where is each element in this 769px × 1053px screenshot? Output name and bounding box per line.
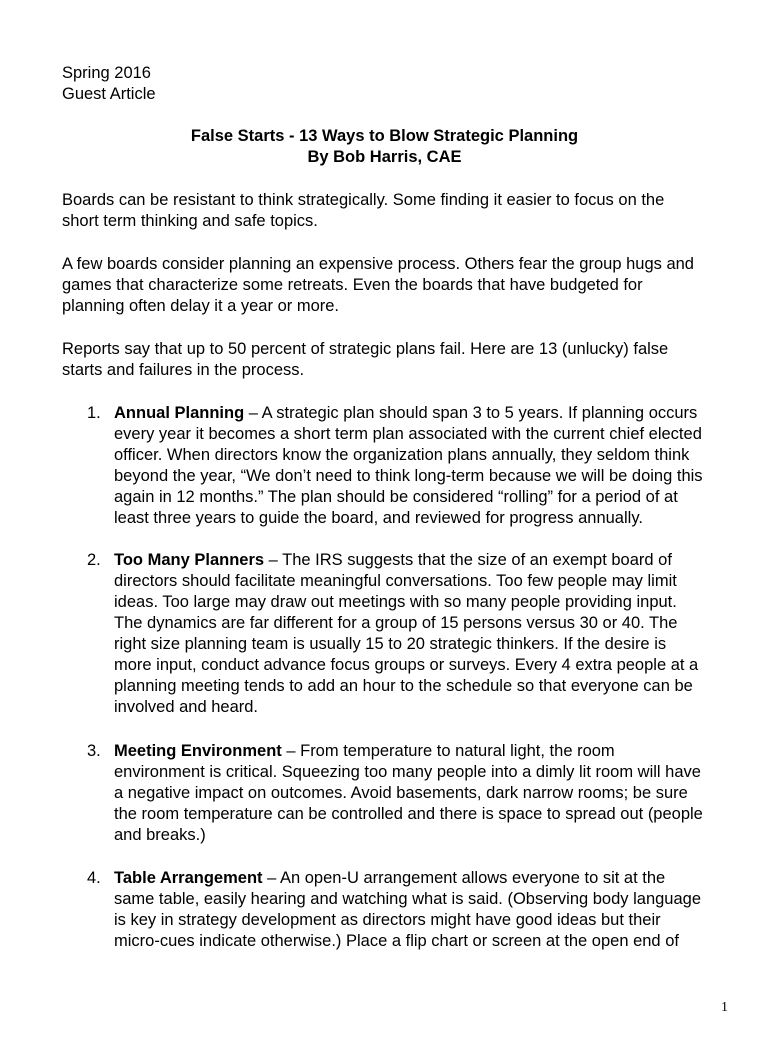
text-line [114,403,754,424]
intro-paragraph [62,254,742,317]
text-line: The dynamics are far different for a group of 15 persons versus 30 or 40. The [114,614,678,632]
text-line [114,868,754,889]
page-number: 1 [721,1000,728,1015]
text-line: the room temperature can be controlled and there is space to spread out (people [114,805,703,823]
text-line: environment is critical. Squeezing too many people into a dimly lit room will have [114,763,701,781]
list-number: 4. [87,869,101,887]
list-number: 1. [87,404,101,422]
list-item-body [114,550,754,718]
list-item-text: – An open-U arrangement allows everyone to sit at the [262,869,666,887]
intro-paragraph [62,339,742,381]
text-line [114,741,754,762]
text-line: same table, easily hearing and watching what is said. (Observing body language [114,890,702,908]
list-number: 3. [87,742,101,760]
text-line: a negative impact on outcomes. Avoid basements, dark narrow rooms; be sure [114,784,688,802]
text-line: directors should facilitate meaningful conversations. Too few people may limit [114,572,677,590]
text-line: again in 12 months.” The plan should be considered “rolling” for a period of at [114,488,678,506]
article-byline: By Bob Harris, CAE [307,148,462,166]
text-line: ideas. Too large may draw out meetings with so many people providing input. [114,593,677,611]
text-line: Boards can be resistant to think strategically. Some finding it easier to focus on the [62,191,665,209]
list-item-heading: Too Many Planners [114,551,265,569]
text-line: Reports say that up to 50 percent of strategic plans fail. Here are 13 (unlucky) false [62,340,669,358]
list-item-heading: Table Arrangement [114,869,263,887]
list-item-heading: Annual Planning [114,404,245,422]
intro-paragraph [62,190,742,232]
text-line: beyond the year, “We don’t need to think long-term because we will be doing this [114,467,703,485]
article-type: Guest Article [62,85,156,103]
text-line: right size planning team is usually 15 to 20 strategic thinkers. If the desire is [114,635,667,653]
text-line: short term thinking and safe topics. [62,212,318,230]
text-line: officer. When directors know the organization plans annually, they seldom think [114,446,690,464]
list-item-body [114,868,754,952]
text-line: planning often delay it a year or more. [62,297,339,315]
list-item-body [114,403,754,529]
text-line: least three years to guide the board, and reviewed for progress annually. [114,509,643,527]
list-number: 2. [87,551,101,569]
text-line: micro-cues indicate otherwise.) Place a flip chart or screen at the open end of [114,932,679,950]
list-item-heading: Meeting Environment [114,742,282,760]
list-item-text: – A strategic plan should span 3 to 5 years. If planning occurs [244,404,698,422]
article-title: False Starts - 13 Ways to Blow Strategic Planning [190,127,579,145]
text-line: every year it becomes a short term plan associated with the current chief elected [114,425,702,443]
text-line: A few boards consider planning an expensive process. Others fear the group hugs and [62,255,694,273]
issue-season: Spring 2016 [62,64,151,82]
text-line: is key in strategy development as directors might have good ideas but their [114,911,661,929]
text-line: starts and failures in the process. [62,361,305,379]
list-item-body [114,741,754,846]
list-item-text: – The IRS suggests that the size of an exempt board of [264,551,672,569]
text-line: more input, conduct advance focus groups or surveys. Every 4 extra people at a [114,656,699,674]
text-line: involved and heard. [114,698,259,716]
text-line: planning meeting tends to add an hour to the schedule so that everyone can be [114,677,693,695]
list-item-text: – From temperature to natural light, the room [281,742,615,760]
text-line: games that characterize some retreats. Even the boards that have budgeted for [62,276,643,294]
text-line: and breaks.) [114,826,206,844]
text-line [114,550,754,571]
